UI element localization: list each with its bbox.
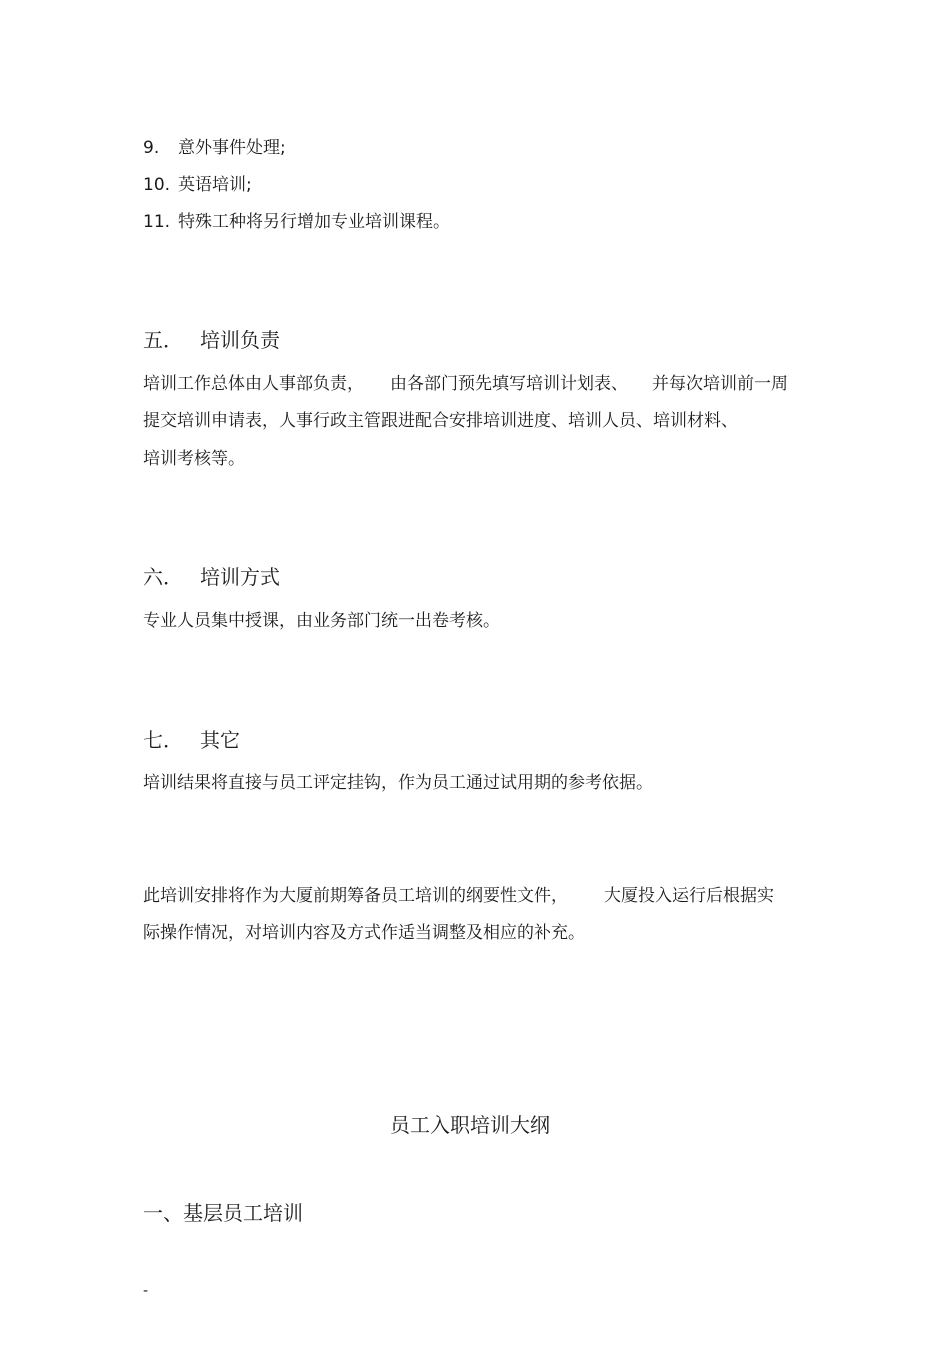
list-item (143, 174, 252, 196)
text-segment: 此培训安排将作为大厦前期筹备员工培训的纲要性文件， (143, 886, 568, 906)
paragraph-line: 培训考核等。 (143, 449, 245, 469)
list-item (143, 137, 286, 159)
list-item-text: 意外事件处理; (178, 138, 286, 158)
section-heading-5 (143, 327, 280, 353)
paragraph-line: 专业人员集中授课，由业务部门统一出卷考核。 (143, 611, 500, 631)
section-number: 五． (143, 328, 183, 352)
section-title: 培训方式 (200, 565, 280, 589)
section-number: 七． (143, 728, 183, 752)
text-segment: 由各部门预先填写培训计划表、 (390, 374, 628, 394)
footer-mark: - (143, 1283, 149, 1299)
list-item-number: 10. (143, 175, 171, 195)
section-number: 六． (143, 565, 183, 589)
list-item-number: 11. (143, 212, 171, 232)
text-segment: 大厦投入运行后根据实 (604, 886, 774, 906)
text-segment: 并每次培训前一周 (652, 374, 788, 394)
list-item (143, 211, 450, 233)
section-heading-7 (143, 727, 240, 753)
paragraph-line (143, 373, 788, 395)
paragraph-line: 际操作情况，对培训内容及方式作适当调整及相应的补充。 (143, 923, 585, 943)
paragraph-line (143, 885, 774, 907)
text-segment: 培训工作总体由人事部负责， (143, 374, 364, 394)
section-title: 培训负责 (200, 328, 280, 352)
list-item-text: 特殊工种将另行增加专业培训课程。 (178, 212, 450, 232)
paragraph-line: 培训结果将直接与员工评定挂钩，作为员工通过试用期的参考依据。 (143, 773, 653, 793)
outline-heading: 一、基层员工培训 (143, 1201, 303, 1225)
paragraph-line: 提交培训申请表，人事行政主管跟进配合安排培训进度、培训人员、培训材料、 (143, 411, 738, 431)
list-item-number: 9. (143, 138, 160, 158)
list-item-text: 英语培训; (178, 175, 252, 195)
section-heading-6 (143, 564, 280, 590)
section-title: 其它 (200, 728, 240, 752)
outline-title: 员工入职培训大纲 (390, 1113, 550, 1137)
